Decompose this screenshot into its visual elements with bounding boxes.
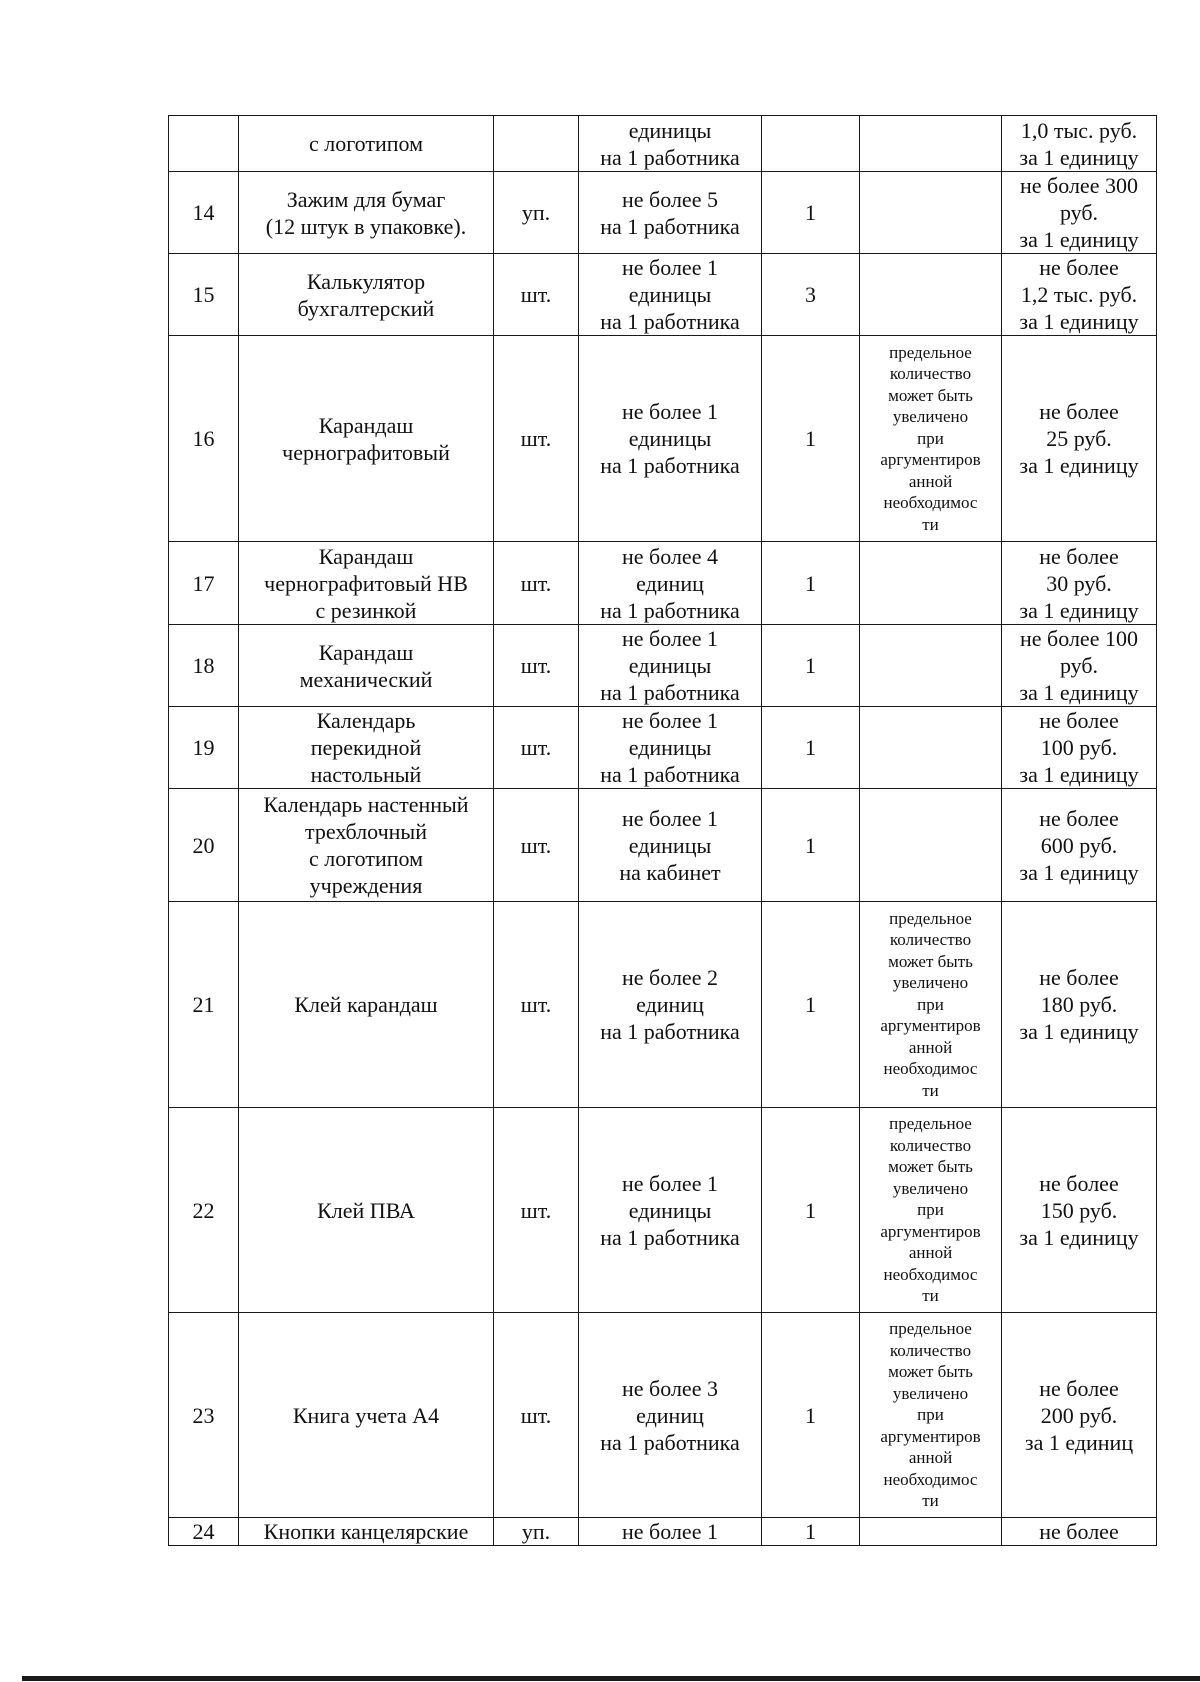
- cell-unit: шт.: [494, 1108, 579, 1313]
- cell-item-name-line: Календарь настенный: [263, 792, 469, 817]
- cell-norm-line: на 1 работника: [600, 144, 740, 170]
- cell-note: [860, 116, 1002, 172]
- cell-item-name: [239, 116, 494, 172]
- cell-norm-line: не более 2: [622, 965, 718, 990]
- cell-price: [1002, 707, 1157, 789]
- cell-quantity: [762, 116, 860, 172]
- cell-unit: шт.: [494, 542, 579, 625]
- cell-item-name-line: перекидной: [310, 735, 422, 760]
- cell-quantity: 1: [762, 1108, 860, 1313]
- cell-price-line: за 1 единицу: [1019, 859, 1139, 885]
- cell-norm-line: не более 5: [622, 186, 718, 212]
- cell-norm-line: на 1 работника: [600, 309, 740, 334]
- cell-price-line: 1,0 тыс. руб.: [1020, 117, 1138, 143]
- cell-quantity: 1: [762, 902, 860, 1108]
- cell-unit: [494, 116, 579, 172]
- cell-unit: уп.: [494, 172, 579, 254]
- cell-note: [860, 707, 1002, 789]
- cell-item-name-line: бухгалтерский: [297, 295, 435, 321]
- cell-item-name: [239, 172, 494, 254]
- cell-quantity: 1: [762, 1313, 860, 1518]
- cell-price-line: за 1 единицу: [1019, 1224, 1139, 1250]
- cell-norm-line: на 1 работника: [600, 597, 740, 623]
- cell-norm: [579, 336, 762, 542]
- cell-note-line: увеличено: [892, 1178, 969, 1198]
- table-row: [169, 1108, 1157, 1313]
- cell-price-line: руб.: [1059, 653, 1099, 678]
- cell-note: [860, 1313, 1002, 1518]
- cell-unit: шт.: [494, 707, 579, 789]
- cell-item-name-line: с резинкой: [315, 597, 417, 623]
- cell-price-line: не более: [1039, 708, 1119, 733]
- cell-number: 18: [169, 625, 239, 707]
- table-row: [169, 1518, 1157, 1546]
- cell-norm-line: не более 1: [622, 1170, 718, 1196]
- cell-price: [1002, 542, 1157, 625]
- cell-price-line: не более: [1039, 1375, 1119, 1401]
- cell-note-line: количество: [889, 1340, 972, 1360]
- cell-price: [1002, 116, 1157, 172]
- cell-norm: [579, 707, 762, 789]
- table-row: [169, 542, 1157, 625]
- cell-price-line: за 1 единицу: [1019, 680, 1139, 705]
- cell-note-line: аргументиров: [880, 1426, 981, 1446]
- cell-note-line: аргументиров: [880, 1221, 981, 1241]
- cell-note-line: предельное: [889, 1319, 972, 1339]
- cell-norm: [579, 172, 762, 254]
- cell-norm-line: не более 1: [622, 626, 718, 651]
- table-row: [169, 1313, 1157, 1518]
- cell-price-line: за 1 единицу: [1019, 762, 1139, 787]
- cell-note-line: при: [917, 994, 944, 1014]
- cell-number: 20: [169, 789, 239, 902]
- cell-item-name-line: с логотипом: [308, 131, 424, 156]
- cell-quantity: 1: [762, 1518, 860, 1546]
- cell-note-line: предельное: [889, 908, 972, 928]
- cell-price: [1002, 254, 1157, 336]
- table-row: [169, 902, 1157, 1108]
- cell-quantity: 1: [762, 336, 860, 542]
- cell-price: [1002, 789, 1157, 902]
- cell-number: 24: [169, 1518, 239, 1546]
- cell-unit: шт.: [494, 789, 579, 902]
- cell-note: [860, 1518, 1002, 1546]
- cell-price: [1002, 172, 1157, 254]
- cell-note-line: увеличено: [892, 407, 969, 427]
- cell-note: [860, 902, 1002, 1108]
- cell-note: [860, 542, 1002, 625]
- cell-number: 16: [169, 336, 239, 542]
- cell-quantity: 1: [762, 625, 860, 707]
- cell-note-line: предельное: [889, 1114, 972, 1134]
- cell-note-line: количество: [889, 1135, 972, 1155]
- cell-price-line: не более: [1039, 543, 1119, 569]
- cell-norm-line: единицы: [628, 832, 712, 858]
- cell-norm-line: на 1 работника: [600, 680, 740, 705]
- cell-quantity: 1: [762, 707, 860, 789]
- cell-note-line: анной: [908, 1243, 953, 1263]
- cell-norm: [579, 254, 762, 336]
- cell-note-line: аргументиров: [880, 450, 981, 470]
- cell-number: 22: [169, 1108, 239, 1313]
- cell-note-line: количество: [889, 930, 972, 950]
- cell-item-name-line: Карандаш: [318, 412, 414, 438]
- cell-number: 17: [169, 542, 239, 625]
- cell-item-name-line: Книга учета А4: [292, 1402, 440, 1428]
- cell-note-line: необходимос: [883, 1264, 978, 1284]
- cell-price-line: 1,2 тыс. руб.: [1020, 282, 1138, 307]
- cell-item-name: [239, 336, 494, 542]
- cell-note-line: может быть: [888, 385, 973, 405]
- cell-price-line: за 1 единицу: [1019, 453, 1139, 478]
- cell-item-name: [239, 1108, 494, 1313]
- cell-norm-line: не более 1: [622, 255, 718, 280]
- cell-item-name-line: трехблочный: [305, 819, 427, 844]
- cell-price: [1002, 1313, 1157, 1518]
- cell-note-line: увеличено: [892, 973, 969, 993]
- cell-note-line: при: [917, 1405, 944, 1425]
- cell-price-line: не более: [1039, 965, 1119, 990]
- cell-norm: [579, 116, 762, 172]
- cell-quantity: 1: [762, 172, 860, 254]
- cell-number: 19: [169, 707, 239, 789]
- cell-number: [169, 116, 239, 172]
- cell-price-line: 150 руб.: [1040, 1197, 1118, 1223]
- cell-norm-line: единицы: [628, 653, 712, 678]
- cell-note-line: необходимос: [883, 1469, 978, 1489]
- cell-note: [860, 625, 1002, 707]
- cell-norm-line: не более 1: [622, 805, 718, 831]
- cell-note-line: увеличено: [892, 1383, 969, 1403]
- cell-norm-line: не более 1: [622, 399, 718, 424]
- cell-note-line: может быть: [888, 1362, 973, 1382]
- cell-unit: шт.: [494, 902, 579, 1108]
- cell-item-name: [239, 1313, 494, 1518]
- cell-unit: шт.: [494, 1313, 579, 1518]
- cell-norm-line: единицы: [628, 282, 712, 307]
- cell-price-line: не более 100: [1020, 626, 1138, 651]
- cell-norm: [579, 625, 762, 707]
- cell-item-name-line: настольный: [310, 762, 422, 787]
- cell-item-name-line: Калькулятор: [306, 268, 426, 294]
- cell-note: [860, 254, 1002, 336]
- cell-price-line: не более: [1039, 255, 1119, 280]
- cell-norm-line: на 1 работника: [600, 213, 740, 239]
- cell-norm: [579, 902, 762, 1108]
- cell-unit: шт.: [494, 625, 579, 707]
- page-bottom-rule: [22, 1676, 1200, 1681]
- cell-unit: уп.: [494, 1518, 579, 1546]
- cell-note-line: ти: [922, 1286, 939, 1306]
- cell-item-name: [239, 254, 494, 336]
- cell-item-name-line: учреждения: [309, 873, 423, 898]
- cell-norm: [579, 789, 762, 902]
- cell-norm-line: на 1 работника: [600, 762, 740, 787]
- cell-norm-line: не более 3: [622, 1375, 718, 1401]
- cell-item-name-line: (12 штук в упаковке).: [265, 213, 467, 239]
- cell-norm-line: единицы: [628, 735, 712, 760]
- cell-unit: шт.: [494, 336, 579, 542]
- cell-price-line: не более: [1039, 399, 1119, 424]
- cell-note-line: анной: [908, 1448, 953, 1468]
- cell-quantity: 1: [762, 789, 860, 902]
- cell-item-name-line: чернографитовый: [282, 439, 450, 465]
- cell-price-line: 100 руб.: [1040, 735, 1118, 760]
- cell-item-name-line: Карандаш: [318, 543, 414, 569]
- cell-note-line: ти: [922, 1491, 939, 1511]
- cell-item-name-line: чернографитовый HB: [264, 570, 468, 596]
- cell-note-line: может быть: [888, 1157, 973, 1177]
- table-row: [169, 789, 1157, 902]
- cell-note: [860, 172, 1002, 254]
- cell-price-line: за 1 единицу: [1019, 144, 1139, 170]
- cell-norm-line: на 1 работника: [600, 1019, 740, 1044]
- cell-price-line: 30 руб.: [1046, 570, 1112, 596]
- cell-item-name: [239, 902, 494, 1108]
- cell-price-line: за 1 единицу: [1019, 227, 1139, 252]
- cell-item-name: [239, 542, 494, 625]
- cell-number: 21: [169, 902, 239, 1108]
- cell-norm-line: на кабинет: [619, 859, 721, 885]
- cell-price: [1002, 902, 1157, 1108]
- cell-price-line: за 1 единицу: [1019, 597, 1139, 623]
- table-row: [169, 116, 1157, 172]
- cell-item-name: [239, 1518, 494, 1546]
- cell-norm-line: не более 1: [622, 1519, 718, 1544]
- cell-number: 15: [169, 254, 239, 336]
- cell-unit: шт.: [494, 254, 579, 336]
- cell-note-line: необходимос: [883, 493, 978, 513]
- cell-item-name-line: механический: [299, 666, 433, 692]
- cell-norm-line: единицы: [628, 117, 712, 143]
- cell-note-line: ти: [922, 514, 939, 534]
- cell-item-name-line: Календарь: [316, 708, 416, 733]
- cell-price-line: за 1 единицу: [1019, 309, 1139, 334]
- cell-note-line: может быть: [888, 951, 973, 971]
- cell-note-line: предельное: [889, 342, 972, 362]
- cell-item-name-line: Карандаш: [318, 639, 414, 665]
- cell-item-name-line: Зажим для бумаг: [286, 186, 446, 212]
- cell-quantity: 1: [762, 542, 860, 625]
- table-row: [169, 254, 1157, 336]
- cell-note-line: ти: [922, 1080, 939, 1100]
- cell-number: 14: [169, 172, 239, 254]
- cell-item-name-line: Клей карандаш: [294, 992, 438, 1017]
- cell-price: [1002, 1108, 1157, 1313]
- table-body: [169, 116, 1157, 1546]
- cell-norm: [579, 1313, 762, 1518]
- cell-note-line: количество: [889, 364, 972, 384]
- cell-note-line: аргументиров: [880, 1016, 981, 1036]
- cell-price: [1002, 336, 1157, 542]
- cell-item-name-line: Клей ПВА: [317, 1197, 415, 1223]
- cell-norm-line: единицы: [628, 1197, 712, 1223]
- supply-norms-table: [168, 115, 1157, 1546]
- cell-price: [1002, 625, 1157, 707]
- cell-quantity: 3: [762, 254, 860, 336]
- cell-note-line: при: [917, 1200, 944, 1220]
- cell-norm-line: не более 1: [622, 708, 718, 733]
- cell-item-name: [239, 707, 494, 789]
- cell-price-line: 180 руб.: [1040, 992, 1118, 1017]
- cell-norm-line: единиц: [636, 1402, 704, 1428]
- cell-price-line: руб.: [1059, 200, 1099, 225]
- cell-note-line: при: [917, 428, 944, 448]
- cell-price-line: 25 руб.: [1046, 426, 1112, 451]
- cell-item-name-line: Кнопки канцелярские: [263, 1519, 469, 1544]
- cell-norm: [579, 1518, 762, 1546]
- cell-norm-line: на 1 работника: [600, 453, 740, 478]
- table-row: [169, 172, 1157, 254]
- cell-note-line: анной: [908, 471, 953, 491]
- table-row: [169, 707, 1157, 789]
- cell-price-line: не более: [1039, 1170, 1119, 1196]
- cell-norm-line: единиц: [636, 992, 704, 1017]
- cell-item-name-line: с логотипом: [308, 846, 424, 871]
- cell-price-line: не более: [1039, 1519, 1119, 1544]
- table-row: [169, 336, 1157, 542]
- cell-note: [860, 789, 1002, 902]
- cell-price-line: не более 300: [1020, 173, 1138, 198]
- cell-price-line: за 1 единиц: [1024, 1429, 1134, 1455]
- cell-norm: [579, 1108, 762, 1313]
- cell-note-line: необходимос: [883, 1059, 978, 1079]
- cell-note-line: анной: [908, 1037, 953, 1057]
- cell-item-name: [239, 625, 494, 707]
- cell-norm-line: на 1 работника: [600, 1429, 740, 1455]
- cell-price-line: за 1 единицу: [1019, 1019, 1139, 1044]
- cell-note: [860, 1108, 1002, 1313]
- cell-price-line: 200 руб.: [1040, 1402, 1118, 1428]
- cell-item-name: [239, 789, 494, 902]
- cell-note: [860, 336, 1002, 542]
- cell-price-line: 600 руб.: [1040, 832, 1118, 858]
- cell-norm-line: единицы: [628, 426, 712, 451]
- cell-price-line: не более: [1039, 805, 1119, 831]
- table-row: [169, 625, 1157, 707]
- cell-norm: [579, 542, 762, 625]
- cell-number: 23: [169, 1313, 239, 1518]
- cell-norm-line: на 1 работника: [600, 1224, 740, 1250]
- cell-norm-line: не более 4: [622, 543, 718, 569]
- cell-price: [1002, 1518, 1157, 1546]
- cell-norm-line: единиц: [636, 570, 704, 596]
